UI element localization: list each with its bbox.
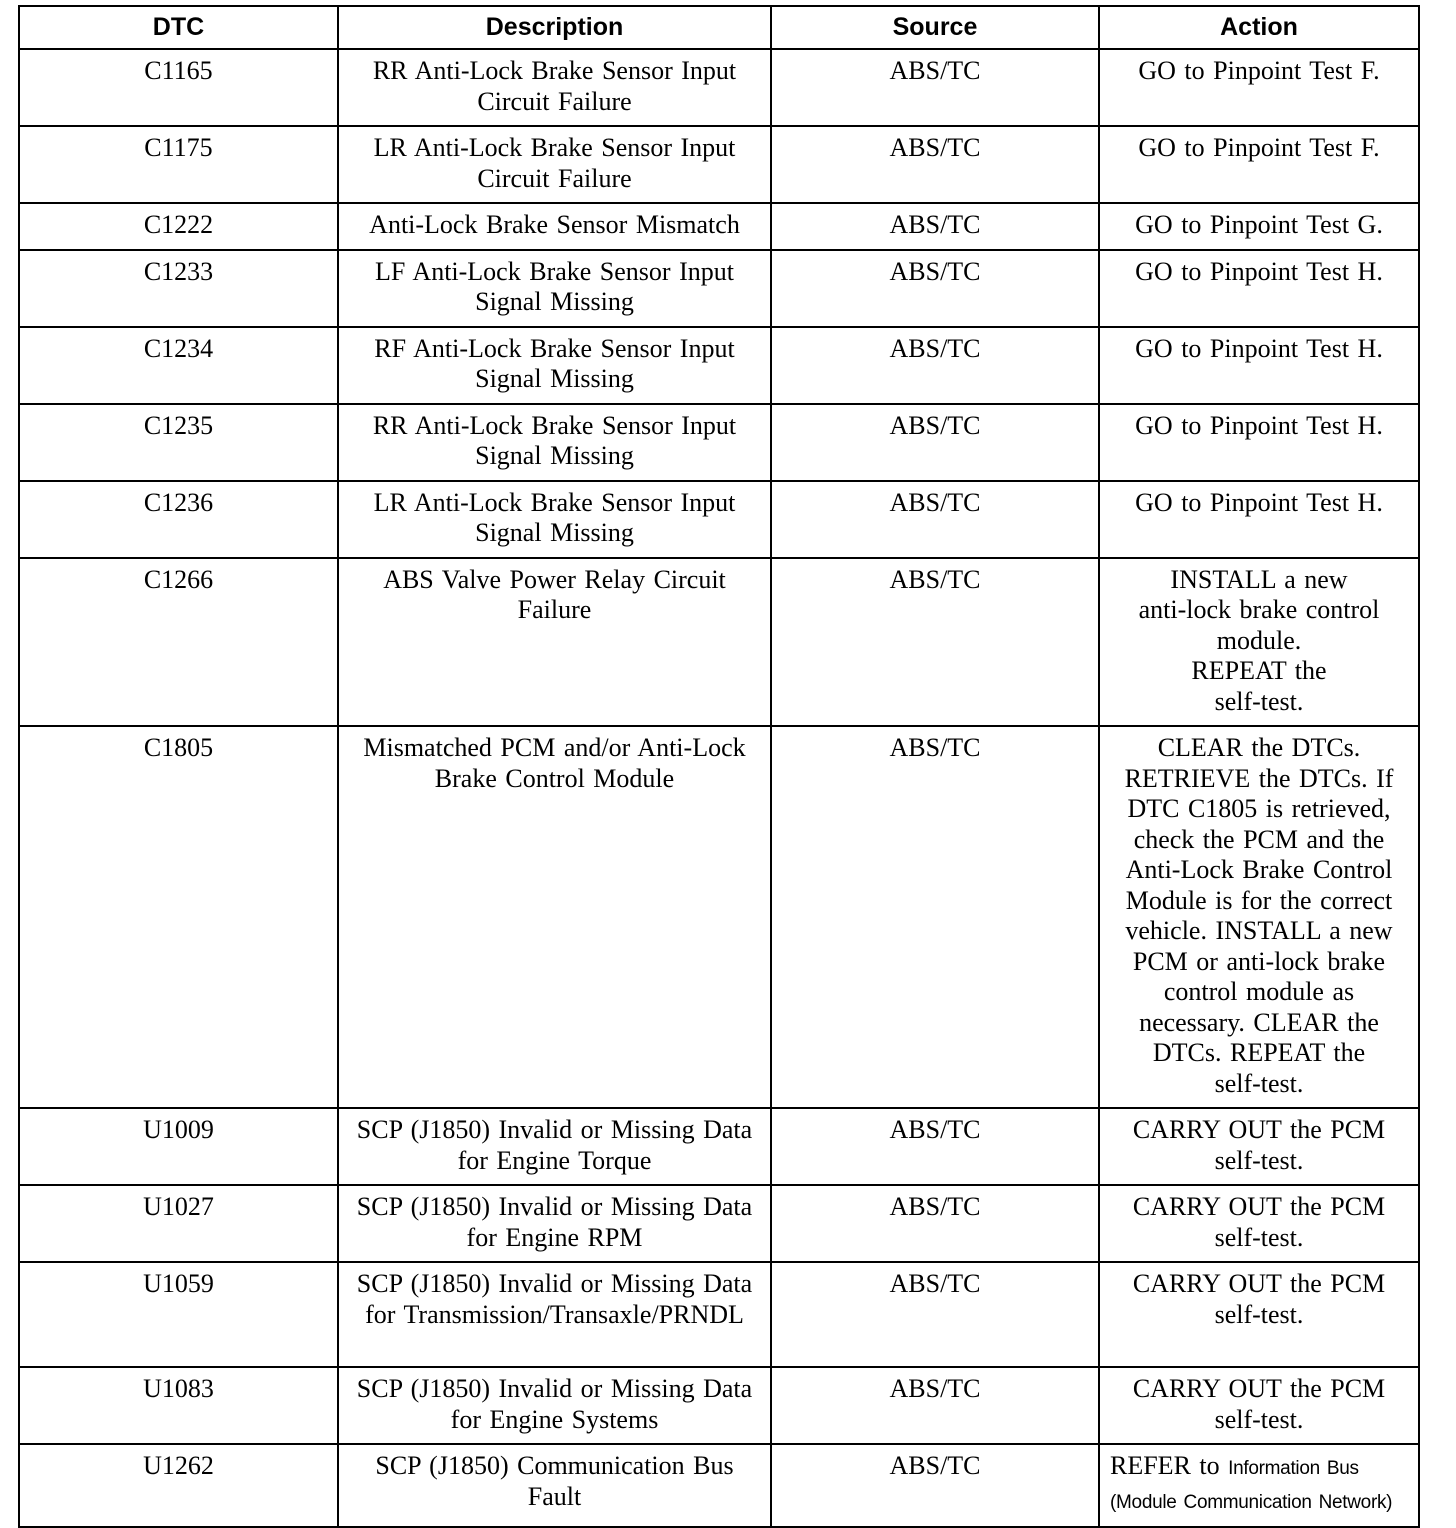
action-line: check the PCM and the [1133, 824, 1385, 854]
action-line: DTC C1805 is retrieved, [1127, 794, 1391, 823]
source-cell: ABS/TC [771, 404, 1099, 481]
dtc-code-cell: C1222 [19, 203, 338, 250]
action-cell [1099, 1185, 1419, 1262]
action-line: GO to Pinpoint Test H. [1135, 410, 1383, 440]
action-cell [1099, 327, 1419, 404]
description-cell: RR Anti-Lock Brake Sensor Input Signal Missing [338, 404, 771, 481]
action-line: anti-lock brake control [1138, 595, 1380, 624]
table-row [19, 1367, 1419, 1444]
action-cell [1099, 1444, 1419, 1527]
description-cell: SCP (J1850) Invalid or Missing Data for Engine Torque [338, 1108, 771, 1185]
description-cell: RR Anti-Lock Brake Sensor Input Circuit Failure [338, 49, 771, 126]
header-source: Source [771, 6, 1099, 49]
table-row [19, 558, 1419, 727]
action-line: control module as [1163, 977, 1355, 1006]
action-cell [1099, 1262, 1419, 1367]
action-line: vehicle. INSTALL a new [1125, 916, 1393, 945]
description-cell: ABS Valve Power Relay Circuit Failure [338, 558, 771, 727]
header-action: Action [1099, 6, 1419, 49]
dtc-code-cell: U1059 [19, 1262, 338, 1367]
table-row [19, 203, 1419, 250]
action-line: REPEAT the [1191, 656, 1327, 685]
refer-link-text[interactable]: (Module Communication Network) [1110, 1491, 1393, 1513]
source-cell: ABS/TC [771, 726, 1099, 1108]
header-dtc: DTC [19, 6, 338, 49]
table-row [19, 481, 1419, 558]
action-line: GO to Pinpoint Test H. [1135, 487, 1383, 517]
action-line: self-test. [1214, 686, 1304, 716]
description-cell: SCP (J1850) Communication Bus Fault [338, 1444, 771, 1527]
dtc-code-cell: C1175 [19, 126, 338, 203]
action-line: CLEAR the DTCs. [1157, 733, 1361, 762]
table-row [19, 49, 1419, 126]
action-line: self-test. [1214, 1404, 1304, 1434]
action-line: Module is for the correct [1125, 885, 1393, 915]
action-line: module. [1216, 625, 1302, 655]
action-line: Anti-Lock Brake Control [1125, 855, 1393, 884]
table-body [19, 49, 1419, 1527]
action-line: RETRIEVE the DTCs. If [1124, 763, 1394, 793]
header-description: Description [338, 6, 771, 49]
dtc-code-cell: C1234 [19, 327, 338, 404]
source-cell: ABS/TC [771, 126, 1099, 203]
source-cell: ABS/TC [771, 1262, 1099, 1367]
description-cell: SCP (J1850) Invalid or Missing Data for Engine Systems [338, 1367, 771, 1444]
dtc-code-cell: C1235 [19, 404, 338, 481]
dtc-code-cell: U1027 [19, 1185, 338, 1262]
action-line: CARRY OUT the PCM [1132, 1115, 1386, 1144]
action-line: self-test. [1214, 1145, 1304, 1175]
source-cell: ABS/TC [771, 327, 1099, 404]
action-cell [1099, 49, 1419, 126]
source-cell: ABS/TC [771, 49, 1099, 126]
source-cell: ABS/TC [771, 558, 1099, 727]
source-cell: ABS/TC [771, 1444, 1099, 1527]
table-row [19, 250, 1419, 327]
refer-block [1108, 1451, 1410, 1518]
action-line: DTCs. REPEAT the [1152, 1038, 1366, 1067]
action-line: GO to Pinpoint Test F. [1138, 133, 1380, 162]
table-row [19, 1262, 1419, 1367]
dtc-code-cell: C1165 [19, 49, 338, 126]
description-cell: LF Anti-Lock Brake Sensor Input Signal Missing [338, 250, 771, 327]
action-line: self-test. [1214, 1299, 1304, 1329]
source-cell: ABS/TC [771, 1185, 1099, 1262]
action-line: GO to Pinpoint Test H. [1135, 333, 1383, 363]
action-line: CARRY OUT the PCM [1132, 1269, 1386, 1298]
dtc-code-cell: C1266 [19, 558, 338, 727]
action-cell [1099, 726, 1419, 1108]
table-row [19, 327, 1419, 404]
action-line: CARRY OUT the PCM [1132, 1192, 1386, 1221]
action-cell [1099, 1108, 1419, 1185]
refer-prefix: REFER to [1110, 1451, 1220, 1480]
dtc-code-cell: C1233 [19, 250, 338, 327]
action-line: PCM or anti-lock brake [1132, 946, 1386, 976]
action-cell [1099, 203, 1419, 250]
dtc-code-cell: U1083 [19, 1367, 338, 1444]
description-cell: Anti-Lock Brake Sensor Mismatch [338, 203, 771, 250]
action-line: GO to Pinpoint Test G. [1135, 210, 1383, 239]
action-line: CARRY OUT the PCM [1132, 1374, 1386, 1403]
action-cell [1099, 250, 1419, 327]
source-cell: ABS/TC [771, 250, 1099, 327]
action-line: self-test. [1214, 1222, 1304, 1252]
dtc-code-cell: C1805 [19, 726, 338, 1108]
description-cell: Mismatched PCM and/or Anti-Lock Brake Control Module [338, 726, 771, 1108]
action-line: GO to Pinpoint Test H. [1135, 256, 1383, 286]
dtc-code-cell: C1236 [19, 481, 338, 558]
action-cell [1099, 404, 1419, 481]
header-row [19, 6, 1419, 49]
description-cell: LR Anti-Lock Brake Sensor Input Signal Missing [338, 481, 771, 558]
action-line: GO to Pinpoint Test F. [1138, 56, 1380, 85]
description-cell: SCP (J1850) Invalid or Missing Data for Engine RPM [338, 1185, 771, 1262]
table-row [19, 1185, 1419, 1262]
table-row [19, 726, 1419, 1108]
action-line: INSTALL a new [1170, 564, 1348, 594]
description-cell: LR Anti-Lock Brake Sensor Input Circuit Failure [338, 126, 771, 203]
description-cell: RF Anti-Lock Brake Sensor Input Signal Missing [338, 327, 771, 404]
dtc-code-cell: U1262 [19, 1444, 338, 1527]
table-row [19, 126, 1419, 203]
action-line: necessary. CLEAR the [1139, 1007, 1379, 1037]
action-line: self-test. [1214, 1068, 1304, 1098]
action-cell [1099, 558, 1419, 727]
refer-link-text[interactable]: Information Bus [1228, 1458, 1359, 1479]
table-header [19, 6, 1419, 49]
source-cell: ABS/TC [771, 1108, 1099, 1185]
table-row [19, 1108, 1419, 1185]
action-cell [1099, 126, 1419, 203]
action-cell [1099, 481, 1419, 558]
dtc-table [18, 5, 1420, 1528]
table-row [19, 404, 1419, 481]
description-cell: SCP (J1850) Invalid or Missing Data for Transmission/Transaxle/PRNDL [338, 1262, 771, 1367]
action-cell [1099, 1367, 1419, 1444]
table-row [19, 1444, 1419, 1527]
source-cell: ABS/TC [771, 1367, 1099, 1444]
dtc-code-cell: U1009 [19, 1108, 338, 1185]
source-cell: ABS/TC [771, 481, 1099, 558]
source-cell: ABS/TC [771, 203, 1099, 250]
